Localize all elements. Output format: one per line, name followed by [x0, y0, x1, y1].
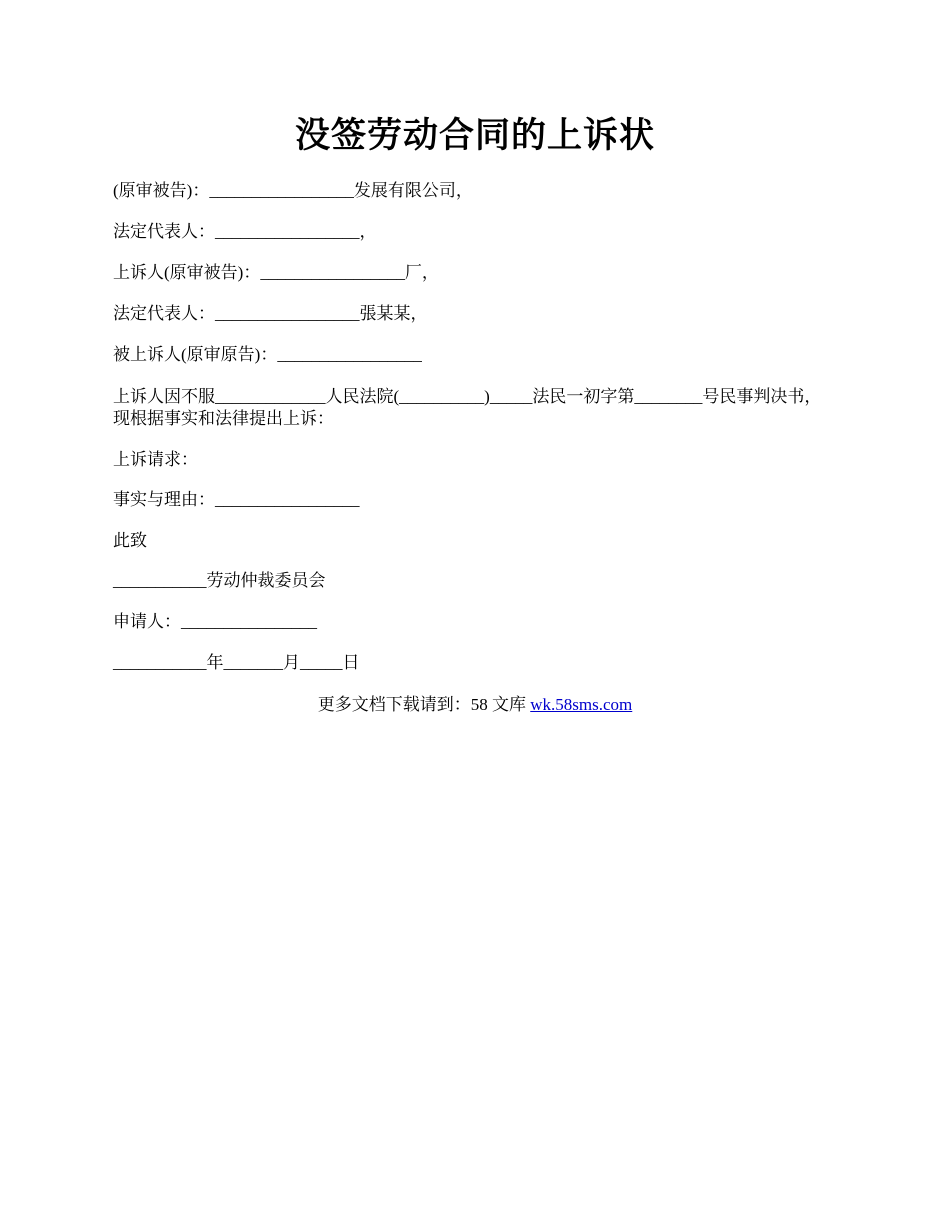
line-legal-representative-1: 法定代表人：_________________，	[113, 222, 377, 241]
line-applicant: 申请人：________________	[113, 612, 317, 631]
footer-link[interactable]: wk.58sms.com	[530, 695, 633, 714]
document-title: 没签劳动合同的上诉状	[294, 116, 655, 155]
line-appellant: 上诉人(原审被告)：_________________厂，	[113, 263, 439, 282]
line-arbitration-committee: ___________劳动仲裁委员会	[113, 571, 326, 590]
line-date: ___________年_______月_____日	[113, 653, 360, 672]
line-facts-and-reasons: 事实与理由：_________________	[113, 490, 360, 509]
line-appeal-statement: 上诉人因不服_____________人民法院(__________)_____法民一初字第________号民事判决书，现根据事实和法律提出上诉：	[113, 387, 822, 428]
line-legal-representative-2: 法定代表人：_________________張某某，	[113, 304, 428, 323]
download-footer	[0, 694, 950, 716]
line-appellee: 被上诉人(原审原告)：_________________	[113, 345, 422, 364]
line-salutation: 此致	[113, 531, 147, 550]
footer-prefix: 更多文档下载请到：58 文库	[317, 695, 531, 714]
line-appeal-request: 上诉请求：	[113, 450, 198, 469]
line-original-defendant-company: (原审被告)：_________________发展有限公司，	[113, 181, 473, 200]
